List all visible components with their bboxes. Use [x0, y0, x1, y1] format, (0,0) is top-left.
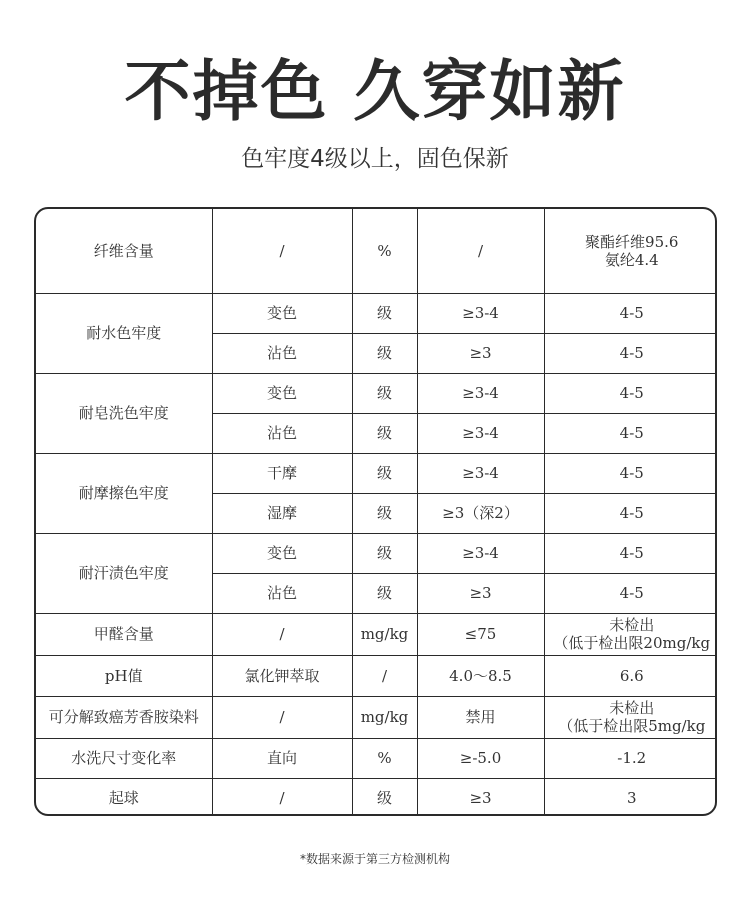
result-line: （低于检出限5mg/kg — [558, 717, 706, 735]
table-row — [36, 533, 717, 573]
result-line: 未检出 — [609, 616, 655, 634]
standard: 禁用 — [417, 696, 544, 738]
item-name: 耐水色牢度 — [36, 293, 212, 373]
unit: 级 — [352, 293, 417, 333]
standard: ≥3-4 — [417, 293, 544, 333]
item-name: 起球 — [36, 778, 212, 816]
table-row — [36, 613, 717, 655]
unit: % — [352, 738, 417, 778]
result: 4-5 — [544, 453, 717, 493]
result: 4-5 — [544, 413, 717, 453]
sub-item: 氯化钾萃取 — [212, 655, 352, 696]
item-name: 可分解致癌芳香胺染料 — [36, 696, 212, 738]
unit: 级 — [352, 373, 417, 413]
standard: ≤75 — [417, 613, 544, 655]
result-line: 未检出 — [609, 699, 655, 717]
result — [544, 696, 717, 738]
item-name: 耐摩擦色牢度 — [36, 453, 212, 533]
sub-item: 湿摩 — [212, 493, 352, 533]
result-line: 聚酯纤维95.6 — [585, 232, 679, 251]
sub-item: 沾色 — [212, 333, 352, 373]
standard: ≥3-4 — [417, 533, 544, 573]
test-results-table — [34, 207, 717, 816]
item-name: 耐皂洗色牢度 — [36, 373, 212, 453]
sub-item: 干摩 — [212, 453, 352, 493]
standard: ≥3 — [417, 333, 544, 373]
sub-item: / — [212, 613, 352, 655]
unit: / — [352, 655, 417, 696]
table-row — [36, 778, 717, 816]
standard: ≥-5.0 — [417, 738, 544, 778]
table-row — [36, 453, 717, 493]
item-name: 甲醛含量 — [36, 613, 212, 655]
sub-item: 变色 — [212, 533, 352, 573]
item-name: 耐汗渍色牢度 — [36, 533, 212, 613]
result — [544, 209, 717, 293]
table-row — [36, 209, 717, 293]
unit: mg/kg — [352, 696, 417, 738]
unit: 级 — [352, 333, 417, 373]
table-row — [36, 696, 717, 738]
result-line: 氨纶4.4 — [604, 250, 659, 269]
standard: ≥3-4 — [417, 413, 544, 453]
result: 3 — [544, 778, 717, 816]
standard: 4.0～8.5 — [417, 655, 544, 696]
item-name: 纤维含量 — [36, 209, 212, 293]
standard: / — [417, 209, 544, 293]
unit: 级 — [352, 573, 417, 613]
sub-item: 变色 — [212, 293, 352, 333]
result-line: （低于检出限20mg/kg — [553, 634, 711, 652]
unit: 级 — [352, 453, 417, 493]
unit: 级 — [352, 778, 417, 816]
item-name: 水洗尺寸变化率 — [36, 738, 212, 778]
subheadline: 色牢度4级以上，固色保新 — [241, 146, 509, 172]
standard: ≥3 — [417, 778, 544, 816]
unit: mg/kg — [352, 613, 417, 655]
standard: ≥3（深2） — [417, 493, 544, 533]
result: 4-5 — [544, 573, 717, 613]
table-row — [36, 655, 717, 696]
standard: ≥3-4 — [417, 373, 544, 413]
item-name: pH值 — [36, 655, 212, 696]
sub-item: 沾色 — [212, 413, 352, 453]
unit: 级 — [352, 533, 417, 573]
sub-item: / — [212, 209, 352, 293]
table-row — [36, 738, 717, 778]
result: 4-5 — [544, 293, 717, 333]
sub-item: 变色 — [212, 373, 352, 413]
unit: 级 — [352, 493, 417, 533]
source-footnote: *数据来源于第三方检测机构 — [299, 852, 450, 866]
result: 4-5 — [544, 493, 717, 533]
result: 4-5 — [544, 533, 717, 573]
result: 4-5 — [544, 373, 717, 413]
unit: % — [352, 209, 417, 293]
result — [544, 613, 717, 655]
sub-item: 直向 — [212, 738, 352, 778]
standard: ≥3-4 — [417, 453, 544, 493]
result: 6.6 — [544, 655, 717, 696]
sub-item: / — [212, 696, 352, 738]
sub-item: 沾色 — [212, 573, 352, 613]
unit: 级 — [352, 413, 417, 453]
result: 4-5 — [544, 333, 717, 373]
table-row — [36, 293, 717, 333]
headline: 不掉色 久穿如新 — [124, 53, 626, 130]
table-row — [36, 373, 717, 413]
result: -1.2 — [544, 738, 717, 778]
sub-item: / — [212, 778, 352, 816]
standard: ≥3 — [417, 573, 544, 613]
